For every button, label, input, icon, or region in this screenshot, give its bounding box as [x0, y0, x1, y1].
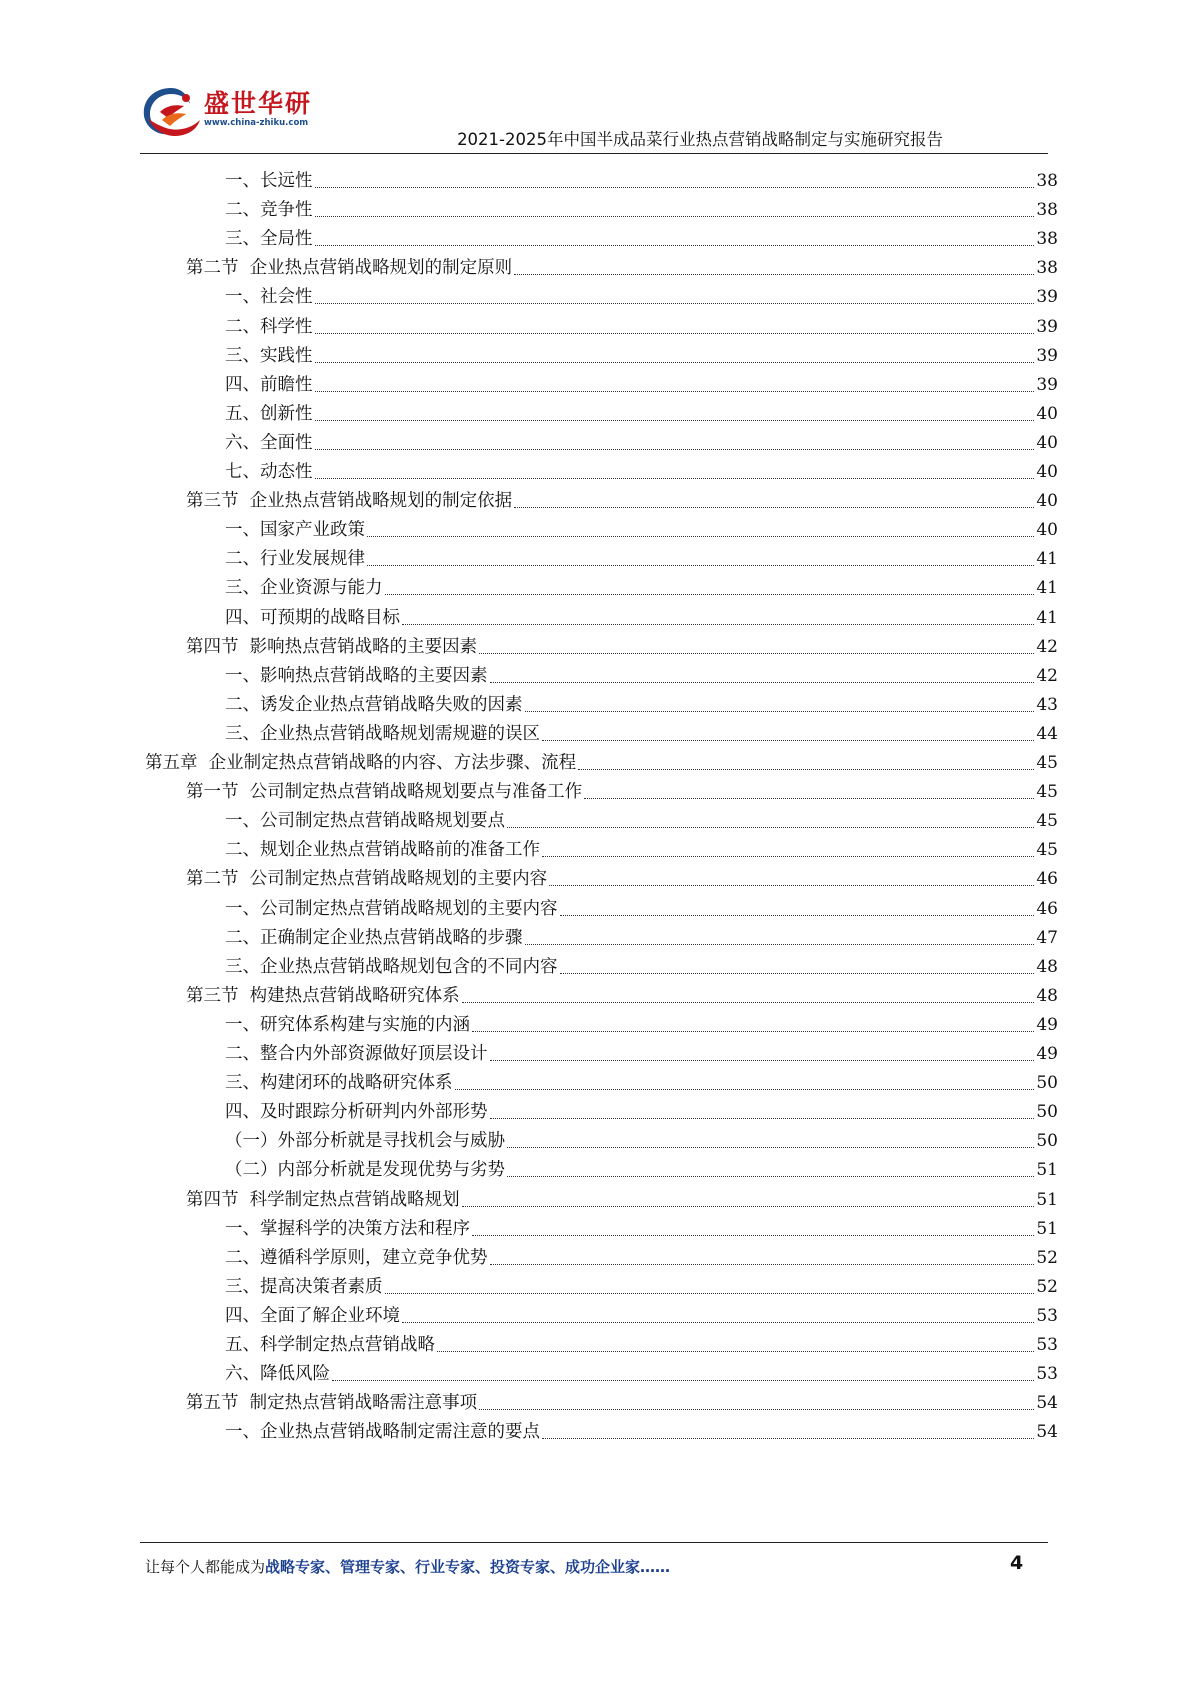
toc-leader-dots	[542, 855, 1034, 857]
toc-entry-page: 40	[1036, 462, 1058, 482]
toc-entry-label: 二、行业发展规律	[225, 549, 365, 570]
toc-leader-dots	[315, 244, 1035, 246]
toc-entry-label: 一、企业热点营销战略制定需注意的要点	[225, 1422, 540, 1443]
toc-leader-dots	[455, 1088, 1035, 1090]
toc-entry[interactable]	[145, 744, 1058, 774]
toc-entry-label: 五、创新性	[225, 403, 313, 424]
toc-entry[interactable]	[225, 540, 1058, 570]
toc-entry-label: 二、竞争性	[225, 200, 313, 221]
toc-entry-label: 第五章 企业制定热点营销战略的内容、方法步骤、流程	[145, 753, 577, 773]
toc-entry[interactable]	[225, 948, 1058, 978]
toc-entry-page: 51	[1036, 1218, 1058, 1239]
toc-entry-page: 50	[1036, 1131, 1058, 1152]
toc-entry-label: 四、全面了解企业环境	[225, 1305, 400, 1326]
toc-entry-label: 二、整合内外部资源做好顶层设计	[225, 1044, 488, 1064]
toc-leader-dots	[490, 1117, 1035, 1119]
toc-entry[interactable]	[225, 1093, 1058, 1123]
toc-entry[interactable]	[225, 424, 1058, 454]
toc-entry[interactable]	[186, 773, 1058, 803]
toc-entry-page: 38	[1036, 200, 1058, 221]
toc-leader-dots	[542, 739, 1034, 741]
toc-entry[interactable]	[225, 1035, 1058, 1065]
toc-entry-page: 39	[1036, 316, 1058, 337]
toc-entry[interactable]	[225, 366, 1058, 396]
company-logo	[140, 82, 313, 144]
toc-entry[interactable]	[225, 162, 1058, 192]
toc-leader-dots	[479, 652, 1034, 654]
toc-entry[interactable]	[225, 686, 1058, 716]
toc-entry[interactable]	[225, 1268, 1058, 1298]
toc-leader-dots	[332, 1379, 1034, 1381]
toc-entry-label: 第一节 公司制定热点营销战略规划要点与准备工作	[186, 782, 583, 803]
toc-leader-dots	[472, 1234, 1034, 1236]
toc-leader-dots	[315, 215, 1035, 217]
toc-entry-label: 七、动态性	[225, 462, 313, 482]
footer-slogan-highlight: 战略专家、管理专家、行业专家、投资专家、成功企业家……	[265, 1558, 671, 1576]
toc-leader-dots	[315, 477, 1035, 479]
toc-leader-dots	[437, 1350, 1034, 1352]
toc-leader-dots	[525, 943, 1035, 945]
toc-entry[interactable]	[225, 1151, 1058, 1181]
toc-leader-dots	[315, 332, 1035, 334]
toc-entry[interactable]	[225, 395, 1058, 425]
footer-divider	[140, 1542, 1048, 1543]
toc-entry-label: 二、规划企业热点营销战略前的准备工作	[225, 840, 540, 861]
toc-entry-page: 42	[1036, 665, 1058, 686]
toc-entry-page: 53	[1036, 1364, 1058, 1385]
toc-entry-label: 第四节 影响热点营销战略的主要因素	[186, 636, 478, 657]
toc-entry-page: 40	[1036, 491, 1058, 512]
toc-entry[interactable]	[225, 511, 1058, 541]
footer-slogan-lead: 让每个人都能成为	[145, 1558, 266, 1576]
toc-entry[interactable]	[225, 308, 1058, 338]
toc-leader-dots	[479, 1408, 1034, 1410]
toc-entry-label: 第三节 企业热点营销战略规划的制定依据	[186, 491, 513, 512]
page-number: 4	[1010, 1552, 1024, 1574]
toc-entry-label: 一、研究体系构建与实施的内涵	[225, 1014, 470, 1035]
toc-leader-dots	[507, 826, 1034, 828]
toc-entry[interactable]	[225, 715, 1058, 745]
toc-leader-dots	[514, 273, 1034, 275]
toc-leader-dots	[584, 797, 1034, 799]
toc-entry-page: 50	[1036, 1102, 1058, 1123]
toc-entry[interactable]	[186, 482, 1058, 512]
toc-entry-label: 第二节 公司制定热点营销战略规划的主要内容	[186, 869, 548, 890]
toc-entry-page: 43	[1036, 694, 1058, 715]
toc-entry-label: 五、科学制定热点营销战略	[225, 1335, 435, 1355]
toc-entry[interactable]	[186, 628, 1058, 658]
logo-url-text: www.china-zhiku.com	[204, 118, 309, 128]
toc-leader-dots	[507, 1146, 1034, 1148]
toc-leader-dots	[315, 419, 1035, 421]
toc-entry[interactable]	[225, 802, 1058, 832]
toc-entry-page: 42	[1036, 636, 1058, 657]
toc-entry-page: 48	[1036, 956, 1058, 977]
toc-leader-dots	[525, 710, 1035, 712]
toc-leader-dots	[578, 768, 1034, 770]
toc-leader-dots	[507, 1175, 1034, 1177]
toc-entry[interactable]	[225, 831, 1058, 861]
toc-entry[interactable]	[225, 1326, 1058, 1356]
toc-entry[interactable]	[225, 599, 1058, 629]
toc-entry-page: 41	[1036, 549, 1058, 570]
toc-entry-page: 51	[1036, 1189, 1058, 1210]
toc-entry-page: 38	[1036, 258, 1058, 279]
toc-entry-page: 49	[1036, 1014, 1058, 1035]
toc-entry-page: 48	[1036, 985, 1058, 1006]
toc-entry[interactable]	[225, 1064, 1058, 1094]
toc-entry[interactable]	[225, 890, 1058, 920]
toc-entry-label: 一、长远性	[225, 171, 313, 191]
toc-entry-page: 54	[1036, 1393, 1058, 1414]
toc-entry-page: 39	[1036, 287, 1058, 308]
toc-entry[interactable]	[225, 1006, 1058, 1036]
toc-entry[interactable]	[186, 249, 1058, 279]
toc-leader-dots	[549, 884, 1034, 886]
toc-leader-dots	[462, 1001, 1035, 1003]
toc-entry-page: 45	[1036, 840, 1058, 861]
toc-entry[interactable]	[225, 220, 1058, 250]
toc-entry-page: 45	[1036, 753, 1058, 773]
toc-entry-label: 二、遵循科学原则，建立竞争优势	[225, 1247, 488, 1268]
toc-entry-label: 四、可预期的战略目标	[225, 607, 400, 628]
toc-entry-page: 54	[1036, 1422, 1058, 1443]
report-title: 2021-2025年中国半成品菜行业热点营销战略制定与实施研究报告	[457, 130, 943, 149]
toc-leader-dots	[315, 448, 1035, 450]
page-header	[0, 0, 1191, 160]
toc-entry-label: 第五节 制定热点营销战略需注意事项	[186, 1393, 478, 1414]
toc-leader-dots	[315, 361, 1035, 363]
toc-entry-page: 39	[1036, 345, 1058, 366]
toc-leader-dots	[315, 302, 1035, 304]
toc-leader-dots	[385, 1292, 1035, 1294]
toc-entry[interactable]	[225, 1413, 1058, 1443]
toc-entry-label: 二、正确制定企业热点营销战略的步骤	[225, 927, 523, 948]
toc-leader-dots	[402, 623, 1034, 625]
toc-entry-page: 44	[1036, 723, 1058, 744]
toc-entry-label: 六、降低风险	[225, 1364, 330, 1385]
toc-entry-label: 一、影响热点营销战略的主要因素	[225, 665, 488, 686]
toc-entry-label: 一、掌握科学的决策方法和程序	[225, 1218, 470, 1239]
toc-entry-label: 三、实践性	[225, 345, 313, 366]
toc-entry[interactable]	[225, 569, 1058, 599]
toc-entry-label: 第三节 构建热点营销战略研究体系	[186, 985, 460, 1006]
toc-leader-dots	[402, 1321, 1034, 1323]
toc-leader-dots	[367, 564, 1034, 566]
toc-leader-dots	[315, 390, 1035, 392]
logo-brand-text: 盛世华研	[204, 89, 313, 118]
toc-entry-page: 52	[1036, 1247, 1058, 1268]
toc-entry[interactable]	[225, 191, 1058, 221]
toc-entry-label: 四、前瞻性	[225, 374, 313, 395]
toc-leader-dots	[490, 681, 1035, 683]
toc-leader-dots	[472, 1030, 1034, 1032]
toc-leader-dots	[490, 1263, 1035, 1265]
toc-entry[interactable]	[225, 453, 1058, 483]
toc-entry-page: 53	[1036, 1305, 1058, 1326]
toc-entry-label: （一）外部分析就是寻找机会与威胁	[225, 1131, 505, 1152]
toc-entry[interactable]	[225, 1210, 1058, 1240]
toc-entry-page: 46	[1036, 869, 1058, 890]
toc-leader-dots	[560, 972, 1035, 974]
toc-leader-dots	[490, 1059, 1035, 1061]
toc-entry-page: 39	[1036, 374, 1058, 395]
toc-entry-label: 第四节 科学制定热点营销战略规划	[186, 1189, 460, 1210]
toc-entry-label: 二、诱发企业热点营销战略失败的因素	[225, 694, 523, 715]
toc-entry-page: 40	[1036, 520, 1058, 541]
toc-entry-label: 三、企业热点营销战略规划需规避的误区	[225, 723, 540, 744]
toc-entry[interactable]	[225, 657, 1058, 687]
toc-entry-page: 47	[1036, 927, 1058, 948]
toc-entry-page: 45	[1036, 811, 1058, 832]
toc-leader-dots	[560, 914, 1035, 916]
toc-entry-label: 四、及时跟踪分析研判内外部形势	[225, 1102, 488, 1123]
toc-entry-page: 41	[1036, 607, 1058, 628]
toc-entry-page: 38	[1036, 229, 1058, 250]
toc-entry-page: 38	[1036, 171, 1058, 191]
footer-slogan	[145, 1556, 670, 1577]
toc-entry-page: 40	[1036, 432, 1058, 453]
toc-entry-page: 50	[1036, 1073, 1058, 1094]
toc-entry-page: 53	[1036, 1335, 1058, 1355]
toc-entry-page: 40	[1036, 403, 1058, 424]
toc-entry-label: 第二节 企业热点营销战略规划的制定原则	[186, 258, 513, 279]
toc-entry-page: 46	[1036, 898, 1058, 919]
toc-entry[interactable]	[225, 1355, 1058, 1385]
toc-entry[interactable]	[186, 977, 1058, 1007]
toc-entry[interactable]	[186, 860, 1058, 890]
toc-entry-label: 二、科学性	[225, 316, 313, 337]
toc-entry-label: 三、提高决策者素质	[225, 1276, 383, 1297]
toc-entry[interactable]	[225, 1122, 1058, 1152]
toc-entry-page: 41	[1036, 578, 1058, 599]
toc-leader-dots	[542, 1437, 1034, 1439]
toc-leader-dots	[367, 535, 1034, 537]
header-divider	[140, 153, 1048, 154]
toc-entry[interactable]	[225, 919, 1058, 949]
toc-entry-label: 一、公司制定热点营销战略规划要点	[225, 811, 505, 832]
toc-entry-label: 一、国家产业政策	[225, 520, 365, 541]
toc-entry-label: 六、全面性	[225, 432, 313, 453]
toc-entry-label: 三、构建闭环的战略研究体系	[225, 1073, 453, 1094]
toc-leader-dots	[462, 1205, 1035, 1207]
toc-entry-page: 49	[1036, 1044, 1058, 1064]
toc-entry-label: 一、公司制定热点营销战略规划的主要内容	[225, 898, 558, 919]
toc-entry[interactable]	[186, 1384, 1058, 1414]
toc-entry-page: 51	[1036, 1160, 1058, 1181]
toc-entry-label: （二）内部分析就是发现优势与劣势	[225, 1160, 505, 1181]
toc-entry-page: 52	[1036, 1276, 1058, 1297]
toc-entry-page: 45	[1036, 782, 1058, 803]
toc-entry-label: 一、社会性	[225, 287, 313, 308]
toc-leader-dots	[315, 186, 1035, 188]
toc-entry[interactable]	[186, 1181, 1058, 1211]
logo-swoosh-icon	[140, 82, 202, 144]
toc-entry-label: 三、企业热点营销战略规划包含的不同内容	[225, 956, 558, 977]
toc-leader-dots	[385, 593, 1035, 595]
toc-entry-label: 三、企业资源与能力	[225, 578, 383, 599]
toc-entry-label: 三、全局性	[225, 229, 313, 250]
toc-entry[interactable]	[225, 1297, 1058, 1327]
toc-entry[interactable]	[225, 337, 1058, 367]
toc-entry[interactable]	[225, 278, 1058, 308]
toc-leader-dots	[514, 506, 1034, 508]
toc-entry[interactable]	[225, 1239, 1058, 1269]
